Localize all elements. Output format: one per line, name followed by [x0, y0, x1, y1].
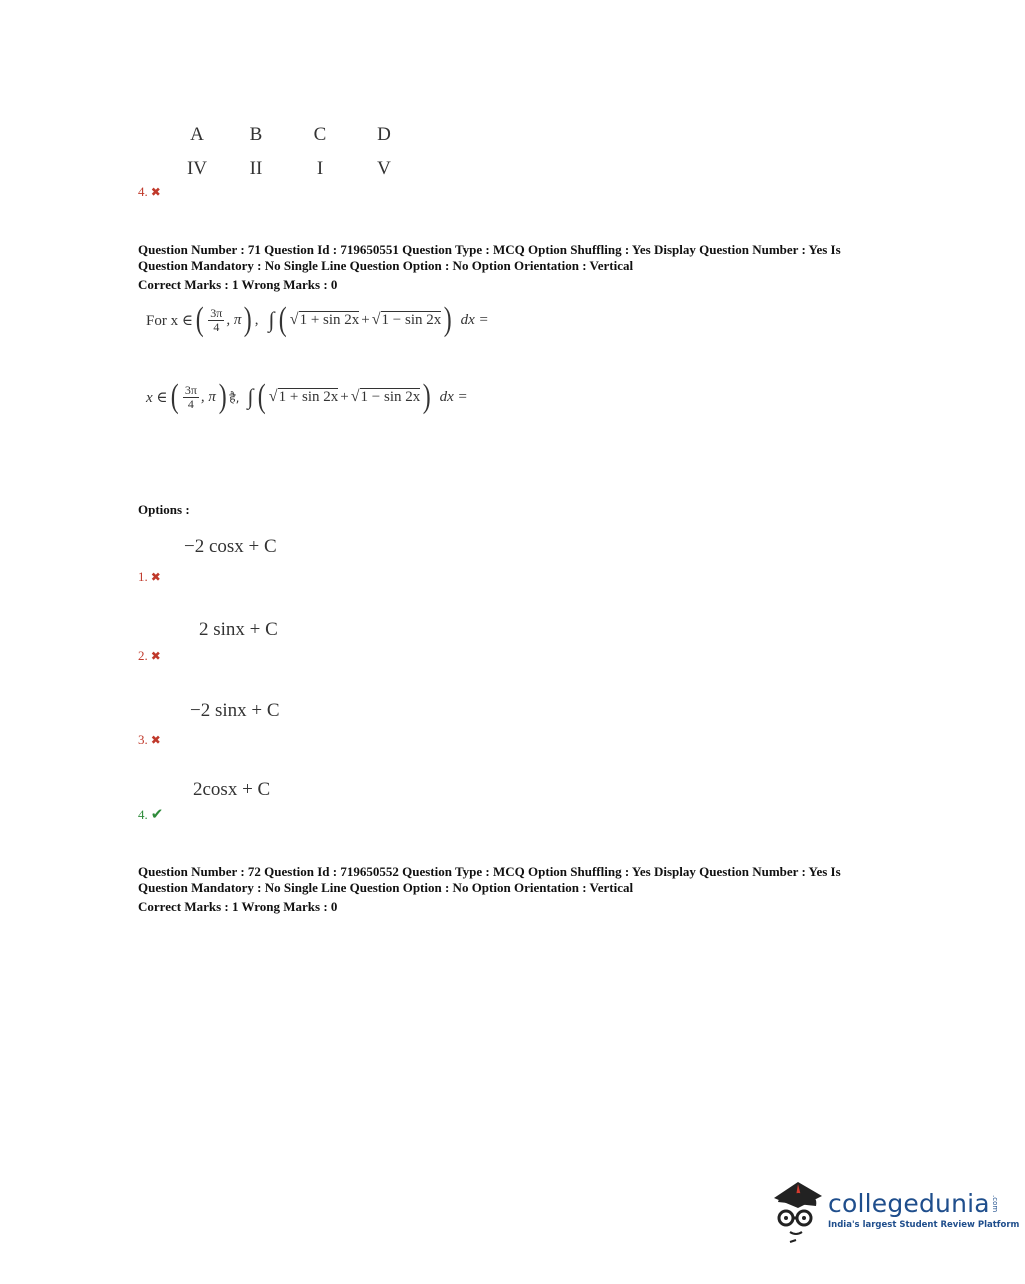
logo-tagline: India's largest Student Review Platform [828, 1219, 1020, 1230]
separator: , [254, 311, 259, 328]
sqrt-icon: √ [371, 311, 381, 328]
right-paren: ) [443, 301, 452, 338]
option-1-text: −2 cosx + C [184, 536, 277, 557]
question-72-meta-line1: Question Number : 72 Question Id : 719650552 Question Type : MCQ Option Shuffling : Yes Display Question Number : Yes Is [138, 864, 841, 879]
prev-option-4 [138, 184, 161, 200]
match-value-b: II [249, 158, 263, 179]
option-number: 4. [138, 807, 148, 822]
right-paren: ) [218, 378, 227, 415]
radicand-1: 1 + sin 2x [299, 312, 360, 328]
option-2 [138, 648, 161, 664]
fraction-numerator: 3π [210, 305, 223, 320]
match-letter-a: A [190, 124, 204, 145]
question-71-formula-hindi [146, 378, 468, 415]
left-paren: ( [258, 378, 267, 415]
correct-mark-icon: ✔ [150, 807, 164, 823]
fraction-numerator: 3π [184, 382, 197, 397]
match-letter-c: C [313, 124, 327, 145]
formula-prefix: x ∈ [146, 389, 168, 406]
option-3-text: −2 sinx + C [190, 700, 280, 721]
collegedunia-logo [768, 1176, 1019, 1246]
interval-end: , π [226, 311, 242, 328]
formula-prefix: For x ∈ [146, 312, 193, 329]
left-paren: ( [170, 378, 179, 415]
option-1 [138, 569, 161, 585]
question-72-marks: Correct Marks : 1 Wrong Marks : 0 [138, 899, 338, 914]
sqrt-icon: √ [289, 311, 299, 328]
sqrt-icon: √ [350, 388, 360, 405]
option-3 [138, 732, 161, 748]
mascot-icon [768, 1176, 826, 1246]
question-72-meta [138, 864, 898, 915]
option-number: 2. [138, 648, 148, 663]
options-label: Options : [138, 502, 190, 517]
sqrt-icon: √ [268, 388, 278, 405]
plus-sign: + [361, 311, 370, 328]
logo-brand-row [828, 1189, 1019, 1218]
dx-equals: dx = [460, 311, 489, 328]
fraction-denominator: 4 [213, 319, 220, 334]
match-value-a: IV [186, 158, 208, 179]
integral-sign: ∫ [268, 307, 275, 332]
plus-sign: + [340, 388, 349, 405]
match-letter-d: D [377, 124, 391, 145]
logo-suffix: .com [990, 1194, 999, 1212]
question-71-meta [138, 242, 898, 293]
option-4 [138, 805, 163, 824]
option-number: 4. [138, 184, 148, 199]
option-4-text: 2cosx + C [193, 779, 271, 800]
match-value-d: V [377, 158, 391, 179]
left-paren: ( [195, 301, 204, 338]
fraction [183, 384, 199, 411]
question-72-meta-line2: Question Mandatory : No Single Line Question Option : No Option Orientation : Vertical [138, 880, 634, 895]
radicand-2: 1 − sin 2x [360, 389, 421, 405]
radicand-2: 1 − sin 2x [381, 312, 442, 328]
option-2-text: 2 sinx + C [199, 619, 278, 640]
wrong-mark-icon: ✖ [150, 185, 161, 199]
wrong-mark-icon: ✖ [150, 733, 161, 747]
match-letter-b: B [249, 124, 263, 145]
match-value-c: I [316, 158, 324, 179]
wrong-mark-icon: ✖ [150, 649, 161, 663]
left-paren: ( [279, 301, 288, 338]
interval-end: , π [200, 388, 216, 405]
logo-text-block [828, 1189, 1019, 1230]
option-number: 1. [138, 569, 148, 584]
question-71-marks: Correct Marks : 1 Wrong Marks : 0 [138, 277, 338, 292]
radicand-1: 1 + sin 2x [278, 389, 339, 405]
question-71-formula-english [146, 301, 489, 338]
integral-sign: ∫ [247, 384, 254, 409]
question-71-meta-line1: Question Number : 71 Question Id : 719650551 Question Type : MCQ Option Shuffling : Yes Display Question Number : Yes Is [138, 242, 841, 257]
right-paren: ) [244, 301, 252, 338]
wrong-mark-icon: ✖ [150, 570, 161, 584]
dx-equals: dx = [439, 388, 468, 405]
separator: है, [229, 390, 240, 405]
fraction-denominator: 4 [187, 396, 194, 411]
right-paren: ) [422, 378, 431, 415]
question-71-meta-line2: Question Mandatory : No Single Line Question Option : No Option Orientation : Vertical [138, 258, 634, 273]
option-number: 3. [138, 732, 148, 747]
fraction [208, 307, 224, 334]
logo-brand: collegedunia [828, 1188, 990, 1218]
